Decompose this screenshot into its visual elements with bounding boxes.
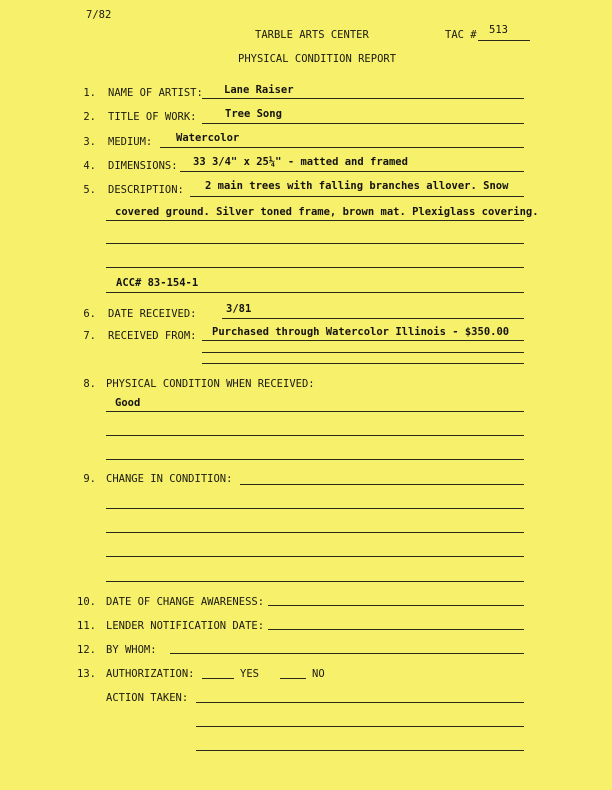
field-number: 10.	[77, 596, 96, 608]
action-taken-label: ACTION TAKEN:	[106, 692, 189, 704]
field-number: 12.	[77, 644, 96, 656]
field-number: 8.	[83, 378, 96, 390]
authorization-yes: YES	[240, 668, 259, 680]
change-condition-line-2	[106, 508, 524, 509]
field-number: 5.	[83, 184, 96, 196]
artist-line	[202, 98, 524, 99]
field-number: 7.	[83, 330, 96, 342]
condition-received-value[interactable]: Good	[115, 397, 141, 409]
dimensions-value[interactable]: 33 3/4" x 25¼" - matted and framed	[193, 156, 408, 168]
tac-number[interactable]: 513	[489, 24, 508, 36]
received-from-line-2	[202, 352, 524, 353]
field-number: 3.	[83, 136, 96, 148]
field-number: 11.	[77, 620, 96, 632]
received-from-line-1	[202, 340, 524, 341]
field-number: 1.	[83, 87, 96, 99]
authorization-yes-blank[interactable]	[202, 678, 234, 679]
title-value[interactable]: Tree Song	[225, 108, 282, 120]
medium-line	[160, 147, 524, 148]
description-rule-1	[190, 196, 524, 197]
description-label: DESCRIPTION:	[108, 184, 184, 196]
tac-label: TAC #	[445, 29, 477, 41]
change-condition-line-5	[106, 581, 524, 582]
medium-value[interactable]: Watercolor	[176, 132, 240, 144]
change-awareness-label: DATE OF CHANGE AWARENESS:	[106, 596, 265, 608]
description-rule-4	[106, 267, 524, 268]
date-received-line	[222, 318, 524, 319]
condition-received-label: PHYSICAL CONDITION WHEN RECEIVED:	[106, 378, 315, 390]
action-taken-line-1	[196, 702, 524, 703]
organization-name: TARBLE ARTS CENTER	[255, 29, 369, 41]
description-rule-2	[106, 220, 524, 221]
lender-notification-label: LENDER NOTIFICATION DATE:	[106, 620, 265, 632]
change-condition-label: CHANGE IN CONDITION:	[106, 473, 233, 485]
lender-notification-line	[268, 629, 524, 630]
description-rule-3	[106, 243, 524, 244]
condition-received-line-1	[106, 411, 524, 412]
condition-received-line-2	[106, 435, 524, 436]
field-number: 9.	[83, 473, 96, 485]
medium-label: MEDIUM:	[108, 136, 153, 148]
by-whom-line	[170, 653, 524, 654]
field-number: 2.	[83, 111, 96, 123]
dimensions-label: DIMENSIONS:	[108, 160, 178, 172]
change-condition-line-4	[106, 556, 524, 557]
description-line-2[interactable]: covered ground. Silver toned frame, brown mat. Plexiglass covering.	[115, 206, 539, 218]
received-from-value[interactable]: Purchased through Watercolor Illinois - $350.00	[212, 326, 510, 338]
description-rule-5	[106, 292, 524, 293]
artist-label: NAME OF ARTIST:	[108, 87, 203, 99]
change-awareness-line	[268, 605, 524, 606]
action-taken-line-3	[196, 750, 524, 751]
action-taken-line-2	[196, 726, 524, 727]
field-number: 4.	[83, 160, 96, 172]
field-number: 6.	[83, 308, 96, 320]
field-number: 13.	[77, 668, 96, 680]
authorization-no-blank[interactable]	[280, 678, 306, 679]
corner-date: 7/82	[86, 9, 112, 21]
change-condition-line-3	[106, 532, 524, 533]
title-line	[202, 123, 524, 124]
dimensions-line	[180, 171, 524, 172]
authorization-label: AUTHORIZATION:	[106, 668, 195, 680]
authorization-no: NO	[312, 668, 325, 680]
page-title: PHYSICAL CONDITION REPORT	[238, 53, 397, 65]
date-received-value[interactable]: 3/81	[226, 303, 252, 315]
artist-value[interactable]: Lane Raiser	[224, 84, 294, 96]
condition-received-line-3	[106, 459, 524, 460]
received-from-label: RECEIVED FROM:	[108, 330, 197, 342]
received-from-line-3	[202, 363, 524, 364]
tac-number-line	[478, 40, 530, 41]
date-received-label: DATE RECEIVED:	[108, 308, 197, 320]
by-whom-label: BY WHOM:	[106, 644, 157, 656]
change-condition-line-1	[240, 484, 524, 485]
description-line-1[interactable]: 2 main trees with falling branches allover. Snow	[205, 180, 509, 192]
accession-number[interactable]: ACC# 83-154-1	[116, 277, 199, 289]
title-label: TITLE OF WORK:	[108, 111, 197, 123]
